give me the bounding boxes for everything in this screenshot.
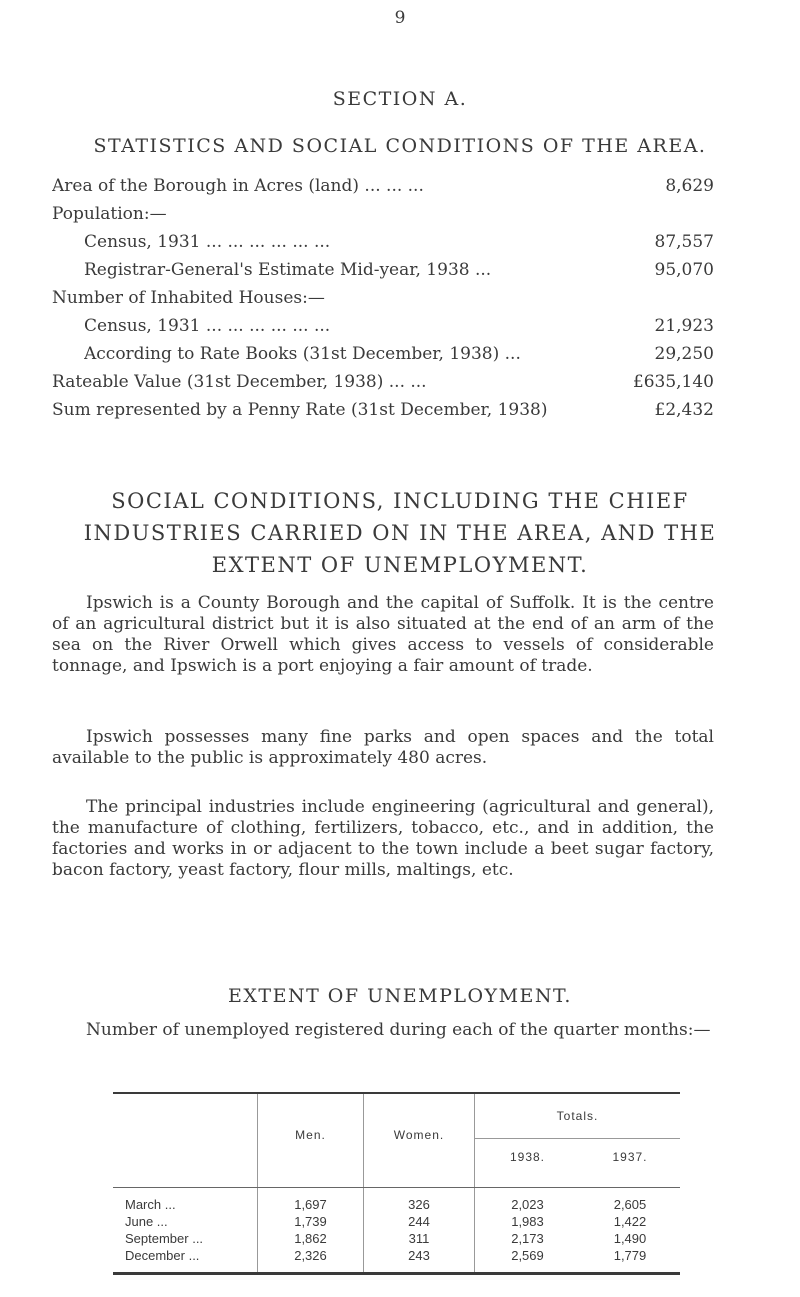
stat-value: 21,923 [654,316,714,336]
paragraph-unemployment-intro: Number of unemployed registered during each of the quarter months:— [86,1020,711,1040]
cell-men: 1,739 [258,1213,364,1230]
table-row [113,1230,680,1247]
cell-total-1938: 1,983 [475,1213,581,1230]
stat-label: Area of the Borough in Acres (land) ... ... ... [52,176,424,196]
stat-rate-books [52,340,714,368]
table-header-men: Men. [258,1094,364,1175]
stat-label: Number of Inhabited Houses:— [52,288,325,308]
stat-population-heading [52,200,714,228]
statistics-list [52,172,714,424]
table-header-totals: Totals. [475,1094,681,1139]
table-row [113,1213,680,1230]
paragraph-industries: The principal industries include engineering (agricultural and general), the manufacture of clothing, fertilizers, tobacco, etc., and in addition, the factories and works in or adjacent to the town include a beet sugar factory, bacon factory, yeast factory, flour mills, maltings, etc. [52,797,714,880]
stat-census-houses [52,312,714,340]
stat-area [52,172,714,200]
stat-penny-rate [52,396,714,424]
cell-total-1938: 2,023 [475,1196,581,1213]
stat-label: Registrar-General's Estimate Mid-year, 1938 ... [84,260,492,280]
cell-total-1937: 1,779 [613,1248,647,1263]
stat-label: Rateable Value (31st December, 1938) ... ... [52,372,427,392]
cell-month: June ... [125,1214,168,1229]
table-row [113,1247,680,1264]
stat-registrar-estimate [52,256,714,284]
cell-total-1938: 2,173 [475,1230,581,1247]
unemployment-heading: EXTENT OF UNEMPLOYMENT. [228,985,572,1007]
cell-men: 1,697 [258,1196,364,1213]
social-conditions-heading: SOCIAL CONDITIONS, INCLUDING THE CHIEF INDUSTRIES CARRIED ON IN THE AREA, AND THE EXTENT OF UNEMPLOYMENT. [83,489,717,577]
paragraph-overview: Ipswich is a County Borough and the capital of Suffolk. It is the centre of an agricultural district but it is also situated at the end of an arm of the sea on the River Orwell which gives access to vessels of considerable tonnage, and Ipswich is a port enjoying a fair amount of trade. [52,593,714,676]
cell-total-1937: 2,605 [613,1197,647,1212]
stat-rateable-value [52,368,714,396]
cell-women: 326 [364,1196,475,1213]
page-number: 9 [394,8,406,28]
cell-total-1937: 1,490 [613,1231,647,1246]
stat-value: 95,070 [654,260,714,280]
stat-census-population [52,228,714,256]
cell-men: 2,326 [258,1247,364,1264]
stat-value: 8,629 [665,176,714,196]
unemployment-table [113,1092,680,1275]
cell-men: 1,862 [258,1230,364,1247]
cell-women: 244 [364,1213,475,1230]
table-row [113,1196,680,1213]
table-header-1938: 1938. [475,1139,581,1176]
stat-label: According to Rate Books (31st December, 1938) ... [84,344,521,364]
stat-value: £635,140 [632,372,714,392]
stat-value: 29,250 [654,344,714,364]
paragraph-parks: Ipswich possesses many fine parks and open spaces and the total available to the public is approximately 480 acres. [52,727,714,768]
stat-label: Population:— [52,204,167,224]
table-header-women: Women. [364,1094,475,1175]
main-heading: STATISTICS AND SOCIAL CONDITIONS OF THE AREA. [93,135,707,157]
stat-label: Census, 1931 ... ... ... ... ... ... [84,316,331,336]
cell-total-1938: 2,569 [475,1247,581,1264]
cell-month: March ... [125,1197,176,1212]
cell-women: 243 [364,1247,475,1264]
stat-houses-heading [52,284,714,312]
cell-month: December ... [125,1248,200,1263]
section-title: SECTION A. [332,88,468,110]
cell-women: 311 [364,1230,475,1247]
cell-month: September ... [125,1231,204,1246]
stat-value: 87,557 [654,232,714,252]
table-header-1937: 1937. [612,1150,648,1164]
cell-total-1937: 1,422 [613,1214,647,1229]
table-header-blank [113,1094,258,1175]
stat-label: Census, 1931 ... ... ... ... ... ... [84,232,331,252]
stat-value: £2,432 [654,400,714,420]
stat-label: Sum represented by a Penny Rate (31st December, 1938) [52,400,548,420]
